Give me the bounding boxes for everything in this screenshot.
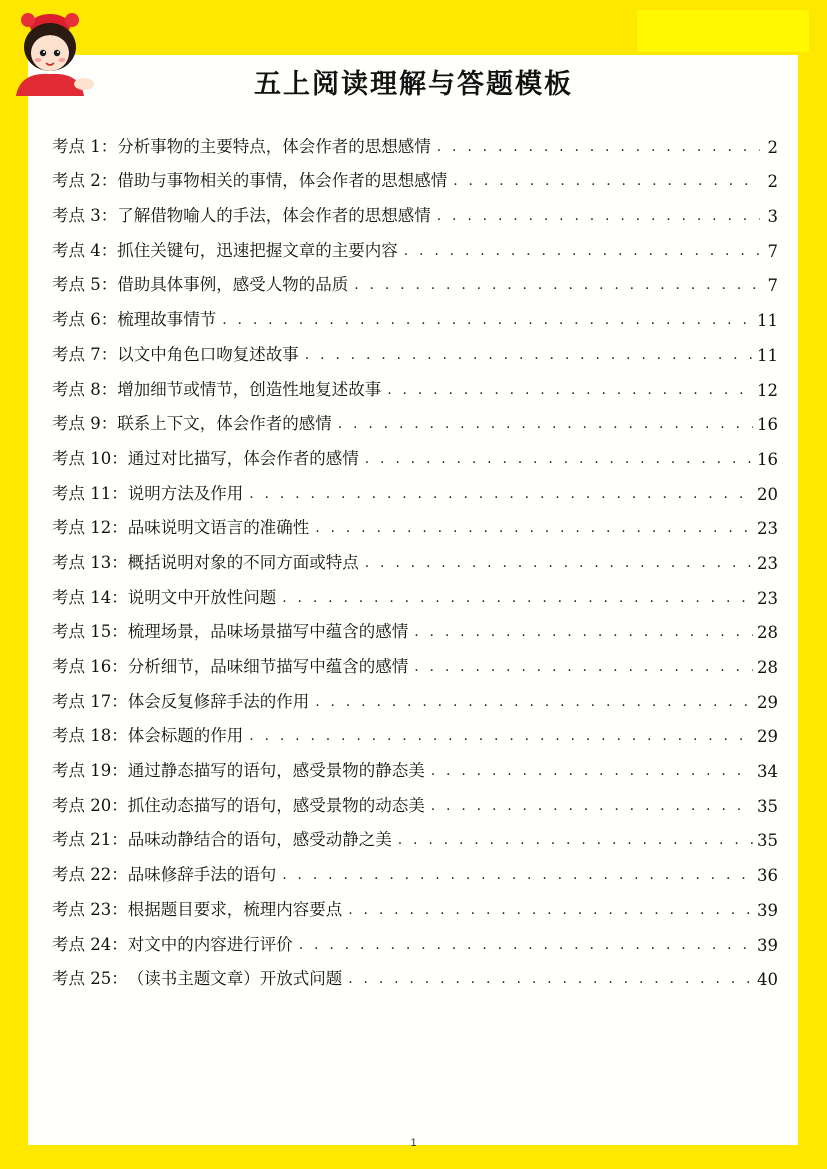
toc-entry[interactable]	[52, 400, 778, 435]
toc-entry[interactable]	[52, 746, 778, 781]
toc-entry[interactable]	[52, 504, 778, 539]
toc-leader-dots	[414, 659, 753, 677]
toc-entry-title: 通过静态描写的语句，感受景物的静态美	[127, 761, 425, 781]
toc-entry-title: 品味说明文语言的准确性	[127, 518, 310, 538]
toc-entry[interactable]	[52, 885, 778, 920]
toc-leader-dots	[414, 624, 753, 642]
toc-entry-page: 23	[757, 588, 778, 608]
toc-entry[interactable]	[52, 122, 778, 157]
toc-entry-page: 35	[757, 796, 778, 816]
toc-leader-dots	[354, 277, 760, 295]
toc-entry-title: 体会标题的作用	[127, 726, 244, 746]
toc-leader-dots	[387, 382, 753, 400]
toc-entry-page: 39	[757, 935, 778, 955]
toc-entry-title: 梳理场景，品味场景描写中蕴含的感情	[127, 622, 409, 642]
toc-entry-title: 以文中角色口吻复述故事	[117, 344, 299, 364]
toc-entry-title: 品味动静结合的语句，感受动静之美	[127, 830, 392, 850]
toc-entry[interactable]	[52, 434, 778, 469]
table-of-contents	[52, 122, 778, 989]
toc-entry-title: 抓住关键句，迅速把握文章的主要内容	[117, 240, 398, 260]
toc-entry-title: 分析事物的主要特点，体会作者的思想感情	[117, 136, 431, 156]
toc-entry-page: 34	[757, 762, 778, 782]
toc-entry-title: 品味修辞手法的语句	[127, 865, 277, 885]
toc-entry-label: 考点 4：	[52, 240, 118, 260]
toc-entry-label: 考点 13：	[52, 552, 128, 572]
toc-leader-dots	[315, 694, 753, 712]
toc-entry-label: 考点 6：	[52, 310, 118, 330]
toc-entry-title: 通过对比描写，体会作者的感情	[127, 448, 359, 468]
toc-entry[interactable]	[52, 538, 778, 573]
toc-entry-label: 考点 1：	[52, 136, 118, 156]
toc-entry-title: 抓住动态描写的语句，感受景物的动态美	[127, 795, 425, 815]
corner-highlight	[637, 10, 809, 52]
toc-entry-label: 考点 2：	[52, 171, 118, 191]
toc-leader-dots	[305, 347, 753, 365]
toc-entry-page: 7	[767, 241, 778, 261]
toc-entry-page: 28	[757, 623, 778, 643]
toc-entry-label: 考点 12：	[52, 518, 128, 538]
toc-leader-dots	[365, 451, 753, 469]
toc-entry-page: 12	[757, 380, 778, 400]
toc-leader-dots	[249, 728, 753, 746]
toc-entry-page: 11	[757, 311, 778, 331]
toc-leader-dots	[453, 173, 760, 191]
toc-entry-title: 借助具体事例，感受人物的品质	[117, 275, 349, 295]
toc-entry-label: 考点 20：	[52, 795, 128, 815]
toc-entry-title: 了解借物喻人的手法，体会作者的思想感情	[117, 206, 431, 226]
toc-entry-title: 借助与事物相关的事情，体会作者的思想感情	[117, 171, 448, 191]
toc-entry-label: 考点 3：	[52, 206, 118, 226]
toc-entry[interactable]	[52, 365, 778, 400]
toc-leader-dots	[348, 971, 753, 989]
toc-entry[interactable]	[52, 712, 778, 747]
page-number: 1	[410, 1137, 417, 1149]
toc-entry-label: 考点 11：	[52, 483, 128, 503]
toc-entry[interactable]	[52, 573, 778, 608]
toc-entry-page: 23	[757, 519, 778, 539]
toc-entry[interactable]	[52, 469, 778, 504]
toc-entry-label: 考点 23：	[52, 899, 128, 919]
toc-entry-label: 考点 10：	[52, 448, 128, 468]
toc-entry-title: 分析细节，品味细节描写中蕴含的感情	[127, 657, 409, 676]
toc-entry[interactable]	[52, 226, 778, 261]
toc-entry-title: 联系上下文，体会作者的感情	[117, 414, 332, 434]
toc-entry[interactable]	[52, 261, 778, 296]
toc-entry-label: 考点 21：	[52, 830, 128, 850]
toc-entry-page: 23	[757, 553, 778, 573]
toc-entry[interactable]	[52, 781, 778, 816]
toc-entry-page: 28	[757, 658, 778, 677]
toc-entry-page: 3	[767, 207, 778, 227]
toc-entry[interactable]	[52, 191, 778, 226]
toc-entry[interactable]	[52, 295, 778, 330]
toc-leader-dots	[431, 763, 753, 781]
toc-entry-title: 根据题目要求，梳理内容要点	[127, 899, 343, 919]
toc-entry-label: 考点 16：	[52, 657, 128, 676]
toc-entry[interactable]	[52, 677, 778, 712]
toc-leader-dots	[282, 867, 753, 885]
toc-entry-page: 20	[757, 484, 778, 504]
toc-entry-label: 考点 19：	[52, 761, 128, 781]
toc-leader-dots	[404, 243, 760, 261]
toc-entry-label: 考点 22：	[52, 865, 128, 885]
toc-entry-label: 考点 7：	[52, 344, 118, 364]
toc-entry[interactable]	[52, 642, 778, 677]
toc-entry[interactable]	[52, 330, 778, 365]
toc-entry-title: 对文中的内容进行评价	[127, 934, 293, 954]
toc-leader-dots	[282, 590, 753, 608]
toc-entry-title: 说明方法及作用	[127, 483, 244, 503]
page-title: 五上阅读理解与答题模板	[254, 69, 573, 100]
toc-entry[interactable]	[52, 920, 778, 955]
toc-entry-title: 说明文中开放性问题	[127, 587, 277, 607]
toc-leader-dots	[348, 902, 753, 920]
toc-entry-label: 考点 25：	[52, 969, 128, 989]
toc-entry[interactable]	[52, 955, 778, 990]
toc-leader-dots	[222, 312, 753, 330]
toc-entry-page: 16	[757, 449, 778, 469]
toc-leader-dots	[437, 139, 760, 157]
toc-leader-dots	[338, 416, 753, 434]
toc-entry-page: 39	[757, 900, 778, 920]
toc-entry-page: 7	[767, 276, 778, 296]
toc-leader-dots	[431, 798, 753, 816]
toc-entry-title: 增加细节或情节，创造性地复述故事	[117, 379, 382, 399]
toc-leader-dots	[299, 937, 753, 955]
toc-entry-page: 11	[757, 345, 778, 365]
toc-leader-dots	[365, 555, 753, 573]
toc-entry[interactable]	[52, 850, 778, 885]
toc-entry-title: 梳理故事情节	[117, 310, 217, 330]
toc-entry-label: 考点 24：	[52, 934, 128, 954]
toc-entry-page: 2	[767, 137, 778, 157]
toc-entry-page: 29	[757, 727, 778, 747]
toc-entry-label: 考点 8：	[52, 379, 118, 399]
toc-entry-label: 考点 17：	[52, 691, 128, 711]
toc-entry-page: 35	[757, 831, 778, 851]
toc-entry-title: 概括说明对象的不同方面或特点	[127, 552, 359, 572]
toc-entry-page: 36	[757, 866, 778, 886]
toc-entry-title: 体会反复修辞手法的作用	[127, 691, 310, 711]
toc-entry-page: 29	[757, 692, 778, 712]
toc-entry-label: 考点 15：	[52, 622, 128, 642]
toc-entry[interactable]	[52, 816, 778, 851]
toc-entry-page: 2	[767, 172, 778, 192]
toc-entry-label: 考点 5：	[52, 275, 118, 295]
toc-entry[interactable]	[52, 608, 778, 643]
toc-entry-label: 考点 14：	[52, 587, 128, 607]
toc-leader-dots	[249, 486, 753, 504]
toc-entry-page: 40	[757, 970, 778, 990]
toc-entry-title: （读书主题文章）开放式问题	[127, 969, 343, 989]
toc-entry-label: 考点 9：	[52, 414, 118, 434]
toc-entry-page: 16	[757, 415, 778, 435]
toc-entry-label: 考点 18：	[52, 726, 128, 746]
toc-leader-dots	[315, 520, 753, 538]
toc-leader-dots	[398, 832, 753, 850]
toc-leader-dots	[437, 208, 760, 226]
toc-entry[interactable]	[52, 157, 778, 192]
